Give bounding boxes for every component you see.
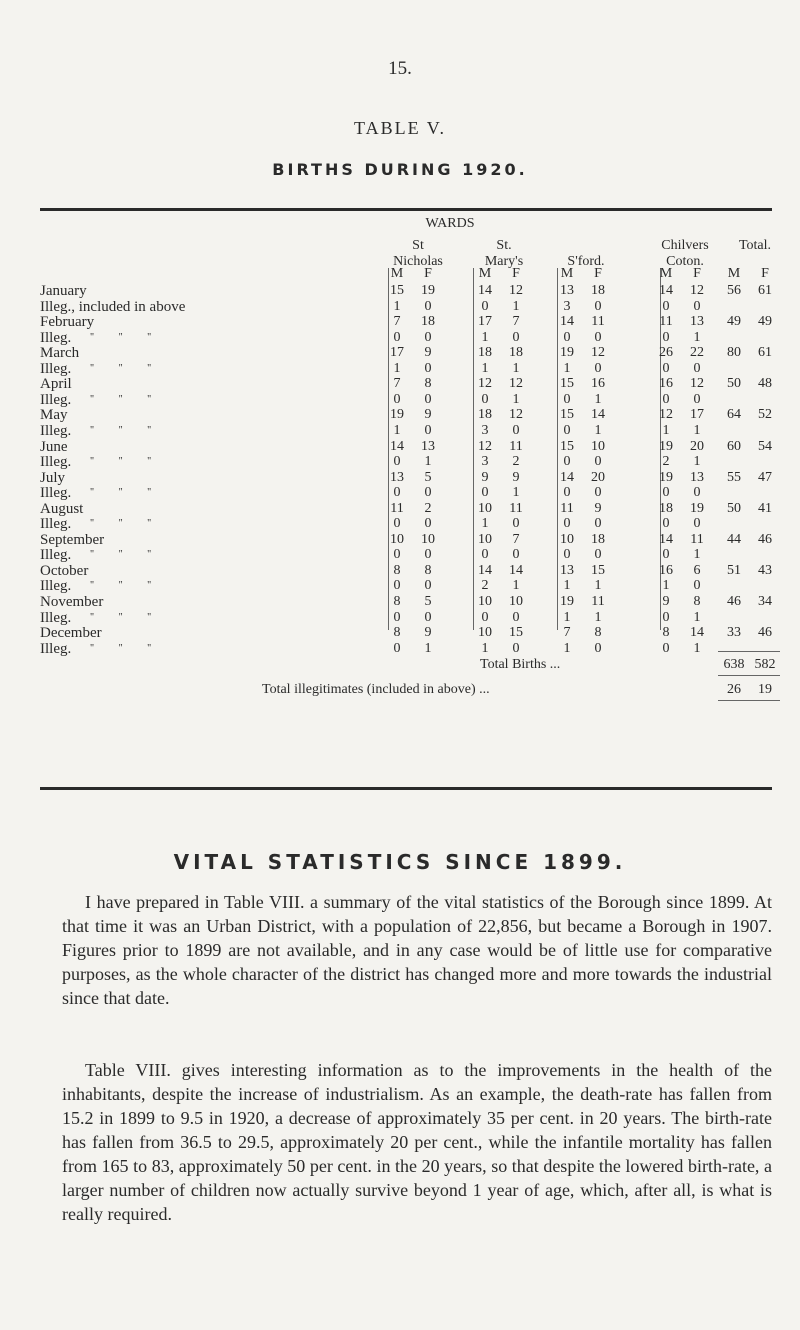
table-cell: 0 xyxy=(512,640,520,656)
table-cell: 12 xyxy=(690,376,704,392)
bottom-rule xyxy=(40,787,772,790)
table-cell: 46 xyxy=(727,594,741,609)
table-cell: 0 xyxy=(594,329,602,345)
table-cell: 15 xyxy=(591,562,605,578)
table-cell: 0 xyxy=(662,609,670,625)
table-cell: 0 xyxy=(512,547,520,563)
table-cell: 8 xyxy=(662,625,670,641)
table-cell: 22 xyxy=(690,345,704,361)
table-cell: 0 xyxy=(662,516,670,532)
illegitimate-row-label: Illeg. xyxy=(40,422,72,439)
total-births-rule-top xyxy=(718,651,780,652)
table-cell: 2 xyxy=(424,500,432,516)
table-cell: 7 xyxy=(512,531,520,547)
month-row-label: October xyxy=(40,562,89,579)
month-row-label: August xyxy=(40,500,84,517)
table-cell: 46 xyxy=(758,625,772,641)
table-cell: 0 xyxy=(393,516,401,532)
table-cell: 3 xyxy=(563,298,571,314)
total-illegitimates-rule xyxy=(718,700,780,701)
table-cell: 12 xyxy=(591,345,605,361)
table-cell: 11 xyxy=(591,594,605,609)
table-cell: 1 xyxy=(693,329,701,345)
table-cell: 48 xyxy=(758,376,772,392)
table-subtitle: BIRTHS DURING 1920. xyxy=(272,160,528,179)
table-cell: 1 xyxy=(693,547,701,563)
table-cell: 49 xyxy=(727,314,741,330)
table-cell: 0 xyxy=(693,298,701,314)
table-cell: 8 xyxy=(393,562,401,578)
table-cell: 0 xyxy=(662,391,670,407)
table-cell: 0 xyxy=(424,609,432,625)
table-cell: 8 xyxy=(424,562,432,578)
table-cell: 47 xyxy=(758,469,772,485)
table-cell: 0 xyxy=(693,578,701,594)
table-cell: 19 xyxy=(421,283,435,298)
table-cell: 0 xyxy=(563,329,571,345)
table-cell: 51 xyxy=(727,562,741,578)
table-cell: 16 xyxy=(659,562,673,578)
table-cell: 0 xyxy=(693,360,701,376)
sex-label: F xyxy=(761,266,769,281)
sex-label: F xyxy=(693,266,701,281)
table-cell: 0 xyxy=(393,485,401,501)
sex-label: M xyxy=(560,266,574,281)
table-cell: 13 xyxy=(690,469,704,485)
table-cell: 0 xyxy=(662,485,670,501)
table-cell: 13 xyxy=(421,438,435,454)
table-cell: 17 xyxy=(690,407,704,423)
table-cell: 1 xyxy=(393,360,401,376)
table-cell: 0 xyxy=(662,329,670,345)
table-cell: 0 xyxy=(512,422,520,438)
table-cell: 13 xyxy=(690,314,704,330)
table-title: TABLE V. xyxy=(354,118,446,138)
table-cell: 11 xyxy=(509,438,523,454)
table-cell: 1 xyxy=(693,454,701,470)
table-cell: 1 xyxy=(393,422,401,438)
month-row-label: December xyxy=(40,625,102,642)
top-rule xyxy=(40,208,772,211)
table-cell: 17 xyxy=(478,314,492,330)
table-cell: 33 xyxy=(727,625,741,641)
wards-header: WARDS xyxy=(425,216,475,231)
column-header-line1: Total. xyxy=(738,238,772,253)
table-cell: 8 xyxy=(393,625,401,641)
table-cell: 1 xyxy=(594,391,602,407)
ditto-marks: " " " xyxy=(90,642,152,654)
table-cell: 9 xyxy=(424,407,432,423)
table-cell: 56 xyxy=(727,283,741,298)
table-cell: 1 xyxy=(424,454,432,470)
sex-label: F xyxy=(512,266,520,281)
table-cell: 1 xyxy=(662,578,670,594)
ditto-marks: " " " xyxy=(90,487,152,499)
table-cell: 0 xyxy=(424,547,432,563)
table-cell: 55 xyxy=(727,469,741,485)
table-cell: 0 xyxy=(424,298,432,314)
table-cell: 10 xyxy=(421,531,435,547)
table-cell: 0 xyxy=(693,516,701,532)
illegitimate-row-label: Illeg. xyxy=(40,360,72,377)
table-cell: 1 xyxy=(512,485,520,501)
column-header-line1: Chilvers xyxy=(661,238,709,253)
illegitimate-row-label: Illeg. xyxy=(40,454,72,471)
table-cell: 14 xyxy=(478,283,492,298)
table-cell: 26 xyxy=(659,345,673,361)
total-births-male: 638 xyxy=(723,657,745,672)
illegitimate-row-label: Illeg. xyxy=(40,485,72,502)
table-cell: 19 xyxy=(659,469,673,485)
table-cell: 10 xyxy=(478,625,492,641)
table-cell: 6 xyxy=(693,562,701,578)
illegitimate-row-label: Illeg. xyxy=(40,516,72,533)
total-illegitimates-female: 19 xyxy=(758,682,772,697)
table-cell: 1 xyxy=(481,360,489,376)
table-cell: 14 xyxy=(690,625,704,641)
month-row-label: Illeg., included in above xyxy=(40,298,186,315)
month-row-label: May xyxy=(40,407,68,424)
ditto-marks: " " " xyxy=(90,518,152,530)
ditto-marks: " " " xyxy=(90,331,152,343)
table-cell: 18 xyxy=(591,283,605,298)
table-cell: 64 xyxy=(727,407,741,423)
table-cell: 8 xyxy=(693,594,701,609)
table-cell: 1 xyxy=(563,609,571,625)
table-cell: 61 xyxy=(758,345,772,361)
table-cell: 1 xyxy=(594,422,602,438)
month-row-label: January xyxy=(40,283,87,299)
sex-label: F xyxy=(424,266,432,281)
table-cell: 10 xyxy=(478,500,492,516)
table-cell: 1 xyxy=(424,640,432,656)
table-cell: 0 xyxy=(481,298,489,314)
table-cell: 19 xyxy=(690,500,704,516)
table-cell: 43 xyxy=(758,562,772,578)
table-cell: 5 xyxy=(424,469,432,485)
table-cell: 61 xyxy=(758,283,772,298)
table-cell: 0 xyxy=(481,547,489,563)
table-cell: 14 xyxy=(659,283,673,298)
column-header-line2: Mary's xyxy=(484,254,524,269)
table-cell: 60 xyxy=(727,438,741,454)
table-cell: 19 xyxy=(390,407,404,423)
month-row-label: November xyxy=(40,594,104,610)
illegitimate-row-label: Illeg. xyxy=(40,329,72,346)
table-cell: 9 xyxy=(424,625,432,641)
table-cell: 0 xyxy=(393,329,401,345)
ditto-marks: " " " xyxy=(90,549,152,561)
sex-label: M xyxy=(659,266,673,281)
table-cell: 1 xyxy=(594,609,602,625)
table-cell: 2 xyxy=(481,578,489,594)
table-cell: 0 xyxy=(594,547,602,563)
table-cell: 1 xyxy=(693,422,701,438)
table-cell: 0 xyxy=(693,391,701,407)
table-cell: 0 xyxy=(393,391,401,407)
sex-label: M xyxy=(390,266,404,281)
table-cell: 0 xyxy=(512,329,520,345)
paragraph-1: I have prepared in Table VIII. a summary of the vital statistics of the Borough since 1899. At that time it was an Urban District, with a population of 22,856, but became a Borough in 1907. Figures prior to 1899 are not available, and in any case would be of little use for comparative purposes, as the whole character of the district has changed more and more towards the industrial since that date. xyxy=(62,892,772,1008)
table-cell: 0 xyxy=(424,422,432,438)
table-cell: 8 xyxy=(393,594,401,609)
ditto-marks: " " " xyxy=(90,393,152,405)
table-cell: 10 xyxy=(591,438,605,454)
table-cell: 0 xyxy=(393,640,401,656)
table-cell: 14 xyxy=(478,562,492,578)
table-cell: 44 xyxy=(727,531,741,547)
table-cell: 11 xyxy=(390,500,404,516)
table-cell: 50 xyxy=(727,500,741,516)
table-cell: 15 xyxy=(509,625,523,641)
ditto-marks: " " " xyxy=(90,611,152,623)
table-cell: 0 xyxy=(424,360,432,376)
table-cell: 0 xyxy=(563,422,571,438)
column-header-line1: St xyxy=(412,238,424,253)
sex-label: M xyxy=(478,266,492,281)
table-cell: 3 xyxy=(481,422,489,438)
table-cell: 12 xyxy=(478,376,492,392)
total-illegitimates-male: 26 xyxy=(727,682,741,697)
table-cell: 12 xyxy=(690,283,704,298)
table-cell: 14 xyxy=(560,469,574,485)
table-cell: 3 xyxy=(481,454,489,470)
table-cell: 5 xyxy=(424,594,432,609)
table-cell: 0 xyxy=(563,454,571,470)
table-cell: 0 xyxy=(481,485,489,501)
table-cell: 0 xyxy=(662,547,670,563)
month-row-label: April xyxy=(40,376,72,393)
table-cell: 0 xyxy=(481,391,489,407)
table-cell: 0 xyxy=(563,391,571,407)
table-cell: 0 xyxy=(424,578,432,594)
table-cell: 14 xyxy=(390,438,404,454)
table-cell: 9 xyxy=(512,469,520,485)
total-births-rule-bottom xyxy=(718,675,780,676)
table-cell: 16 xyxy=(659,376,673,392)
table-cell: 1 xyxy=(662,422,670,438)
table-cell: 9 xyxy=(594,500,602,516)
table-cell: 14 xyxy=(509,562,523,578)
table-cell: 10 xyxy=(478,531,492,547)
table-cell: 13 xyxy=(560,562,574,578)
table-cell: 12 xyxy=(509,376,523,392)
table-cell: 12 xyxy=(659,407,673,423)
table-cell: 34 xyxy=(758,594,772,609)
table-cell: 0 xyxy=(424,391,432,407)
ditto-marks: " " " xyxy=(90,456,152,468)
page-number: 15. xyxy=(388,58,412,79)
table-cell: 0 xyxy=(594,516,602,532)
table-cell: 11 xyxy=(509,500,523,516)
table-cell: 0 xyxy=(424,516,432,532)
table-cell: 0 xyxy=(594,640,602,656)
table-cell: 0 xyxy=(662,360,670,376)
table-cell: 9 xyxy=(481,469,489,485)
table-cell: 11 xyxy=(560,500,574,516)
table-cell: 7 xyxy=(393,314,401,330)
table-cell: 0 xyxy=(594,298,602,314)
table-cell: 1 xyxy=(481,640,489,656)
table-cell: 14 xyxy=(560,314,574,330)
paragraph-2: Table VIII. gives interesting information as to the improvements in the health of the inhabitants, despite the increase of industrialism. As an example, the death-rate has fallen from 15.2 in 1899 to 9.5 in 1920, a decrease of approximately 35 per cent. in 20 years. The birth-rate has fallen from 36.5 to 29.5, approximately 20 per cent., while the infantile mortality has fallen from 165 to 83, approximately 50 per cent. in the 20 years, so that despite the lowered birth-rate, a larger number of children now actually survive beyond 1 year of age, which, after all, is what is really required. xyxy=(62,1060,772,1224)
table-cell: 0 xyxy=(393,609,401,625)
column-header-line2: S'ford. xyxy=(567,254,605,269)
column-header-line1: St. xyxy=(496,238,512,253)
column-header-line2: Nicholas xyxy=(393,254,443,269)
table-cell: 16 xyxy=(591,376,605,392)
ditto-marks: " " " xyxy=(90,362,152,374)
table-cell: 0 xyxy=(393,578,401,594)
table-cell: 7 xyxy=(563,625,571,641)
table-cell: 12 xyxy=(478,438,492,454)
illegitimate-row-label: Illeg. xyxy=(40,640,72,657)
month-row-label: June xyxy=(40,438,68,455)
table-cell: 1 xyxy=(512,360,520,376)
table-cell: 18 xyxy=(421,314,435,330)
table-cell: 49 xyxy=(758,314,772,330)
table-cell: 15 xyxy=(560,407,574,423)
month-row-label: July xyxy=(40,469,66,486)
table-cell: 10 xyxy=(390,531,404,547)
table-cell: 0 xyxy=(393,547,401,563)
table-cell: 1 xyxy=(481,516,489,532)
table-cell: 1 xyxy=(481,329,489,345)
table-cell: 19 xyxy=(560,345,574,361)
ditto-marks: " " " xyxy=(90,424,152,436)
table-cell: 41 xyxy=(758,500,772,516)
table-cell: 19 xyxy=(659,438,673,454)
table-cell: 50 xyxy=(727,376,741,392)
month-row-label: March xyxy=(40,345,80,362)
illegitimate-row-label: Illeg. xyxy=(40,609,72,626)
table-cell: 20 xyxy=(591,469,605,485)
table-cell: 0 xyxy=(424,329,432,345)
table-cell: 0 xyxy=(563,485,571,501)
table-cell: 20 xyxy=(690,438,704,454)
total-births-label: Total Births ... xyxy=(480,657,561,672)
table-cell: 2 xyxy=(512,454,520,470)
table-cell: 15 xyxy=(560,438,574,454)
table-cell: 0 xyxy=(594,485,602,501)
table-cell: 18 xyxy=(478,407,492,423)
table-cell: 19 xyxy=(560,594,574,609)
table-cell: 15 xyxy=(390,283,404,298)
illegitimate-row-label: Illeg. xyxy=(40,547,72,564)
table-cell: 1 xyxy=(594,578,602,594)
table-cell: 0 xyxy=(512,516,520,532)
table-cell: 0 xyxy=(594,360,602,376)
table-cell: 0 xyxy=(662,298,670,314)
table-cell: 54 xyxy=(758,438,772,454)
table-cell: 18 xyxy=(478,345,492,361)
table-cell: 1 xyxy=(393,298,401,314)
table-cell: 15 xyxy=(560,376,574,392)
table-cell: 2 xyxy=(662,454,670,470)
month-row-label: September xyxy=(40,531,105,548)
table-cell: 0 xyxy=(563,516,571,532)
table-cell: 0 xyxy=(424,485,432,501)
table-cell: 0 xyxy=(693,485,701,501)
table-cell: 1 xyxy=(563,640,571,656)
table-cell: 11 xyxy=(591,314,605,330)
table-cell: 13 xyxy=(390,469,404,485)
table-cell: 7 xyxy=(393,376,401,392)
illegitimate-row-label: Illeg. xyxy=(40,578,72,595)
table-cell: 1 xyxy=(512,578,520,594)
table-cell: 0 xyxy=(393,454,401,470)
table-cell: 10 xyxy=(478,594,492,609)
month-row-label: February xyxy=(40,314,95,331)
table-cell: 1 xyxy=(693,609,701,625)
table-cell: 46 xyxy=(758,531,772,547)
table-cell: 7 xyxy=(512,314,520,330)
table-cell: 18 xyxy=(591,531,605,547)
table-cell: 0 xyxy=(481,609,489,625)
table-cell: 1 xyxy=(512,391,520,407)
table-cell: 18 xyxy=(659,500,673,516)
table-cell: 9 xyxy=(424,345,432,361)
sex-label: F xyxy=(594,266,602,281)
table-cell: 11 xyxy=(690,531,704,547)
illegitimate-row-label: Illeg. xyxy=(40,391,72,408)
total-illegitimates-label: Total illegitimates (included in above) ... xyxy=(262,682,490,697)
table-cell: 14 xyxy=(659,531,673,547)
table-cell: 17 xyxy=(390,345,404,361)
table-cell: 1 xyxy=(693,640,701,656)
section-title: VITAL STATISTICS SINCE 1899. xyxy=(173,850,627,874)
table-cell: 12 xyxy=(509,407,523,423)
table-cell: 14 xyxy=(591,407,605,423)
table-cell: 11 xyxy=(659,314,673,330)
table-cell: 9 xyxy=(662,594,670,609)
table-cell: 0 xyxy=(512,609,520,625)
table-cell: 10 xyxy=(560,531,574,547)
table-cell: 0 xyxy=(563,547,571,563)
table-cell: 13 xyxy=(560,283,574,298)
table-cell: 0 xyxy=(662,640,670,656)
table-cell: 1 xyxy=(512,298,520,314)
table-cell: 12 xyxy=(509,283,523,298)
table-cell: 1 xyxy=(563,578,571,594)
sex-label: M xyxy=(727,266,741,281)
table-cell: 10 xyxy=(509,594,523,609)
ditto-marks: " " " xyxy=(90,580,152,592)
column-header-line2: Coton. xyxy=(666,254,704,269)
total-births-female: 582 xyxy=(754,657,776,672)
table-cell: 1 xyxy=(563,360,571,376)
table-cell: 8 xyxy=(424,376,432,392)
table-cell: 18 xyxy=(509,345,523,361)
table-cell: 80 xyxy=(727,345,741,361)
table-cell: 52 xyxy=(758,407,772,423)
table-cell: 0 xyxy=(594,454,602,470)
table-cell: 8 xyxy=(594,625,602,641)
